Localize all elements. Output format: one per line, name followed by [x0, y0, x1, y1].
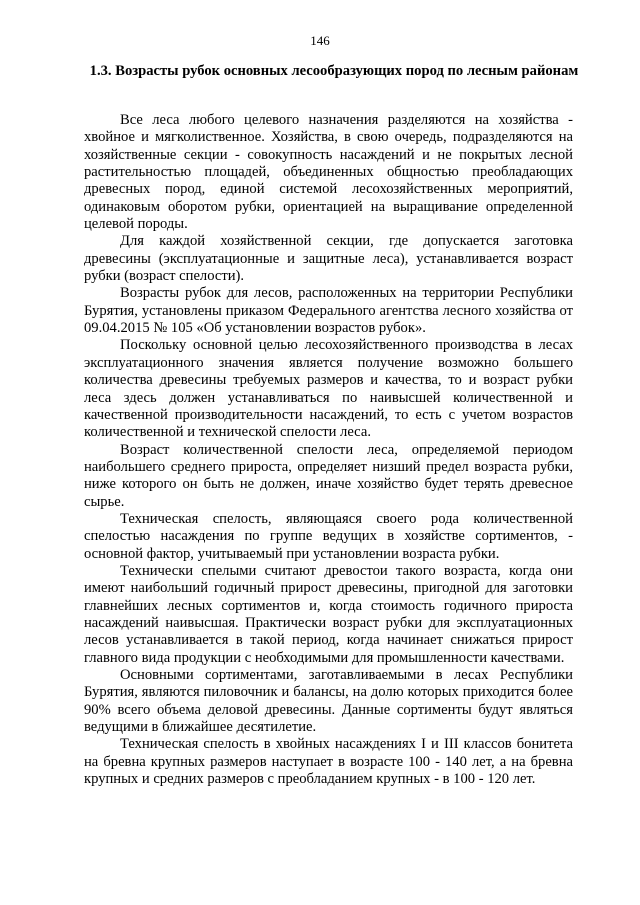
paragraph: Техническая спелость в хвойных насаждениях I и III классов бонитета на бревна крупных размеров наступает в возрасте 100 - 140 лет, а на бревна крупных и средних размеров с преобладанием крупных - в 100 - 120 лет. — [84, 736, 573, 788]
paragraph: Все леса любого целевого назначения разделяются на хозяйства - хвойное и мягколиственное. Хозяйства, в свою очередь, подразделяются на хозяйственные секции - совокупность насаждений и не покрытых лесной растительностью площадей, объединенных общностью преобладающих древесных пород, единой системой лесохозяйственных мероприятий, одинаковым оборотом рубки, ориентацией на выращивание определенной целевой породы. — [84, 112, 573, 233]
paragraph: Технически спелыми считают древостои такого возраста, когда они имеют наибольший годичный прирост древесины, пригодной для заготовки главнейших лесных сортиментов и, когда стоимость годичного прироста насаждений наивысшая. Практически возраст рубки для эксплуатационных лесов устанавливается в такой период, когда начинает снижаться прирост главного вида продукции с необходимыми для промышленности качествами. — [84, 562, 573, 666]
page-number: 146 — [310, 33, 330, 48]
paragraph: Основными сортиментами, заготавливаемыми в лесах Республики Бурятия, являются пиловочник и балансы, на долю которых приходится более 90% всего объема деловой древесины. Данные сортименты будут являться ведущими в ближайшее десятилетие. — [84, 667, 573, 736]
paragraph: Для каждой хозяйственной секции, где допускается заготовка древесины (эксплуатационные и защитные леса), устанавливается возраст рубки (возраст спелости). — [84, 233, 573, 285]
paragraph: Техническая спелость, являющаяся своего рода количественной спелостью насаждения по группе ведущих в хозяйстве сортиментов, - основной фактор, учитываемый при установлении возраста рубки. — [84, 510, 573, 562]
section-title: 1.3. Возрасты рубок основных лесообразующих пород по лесным районам — [89, 63, 579, 79]
paragraph: Возраст количественной спелости леса, определяемой периодом наибольшего среднего прироста, определяет низший предел возраста рубки, ниже которого он быть не должен, иначе хозяйство будет терять древесное сырье. — [84, 441, 573, 510]
document-body — [84, 112, 573, 788]
paragraph: Возрасты рубок для лесов, расположенных на территории Республики Бурятия, установлены приказом Федерального агентства лесного хозяйства от 09.04.2015 № 105 «Об установлении возрастов рубок». — [84, 285, 573, 337]
paragraph: Поскольку основной целью лесохозяйственного производства в лесах эксплуатационного значения является получение возможно большего количества древесины требуемых размеров и качества, то и возраст рубки леса здесь должен устанавливаться по наивысшей количественной и качественной производительности насаждений, то есть с учетом возрастов количественной и технической спелости леса. — [84, 337, 573, 441]
